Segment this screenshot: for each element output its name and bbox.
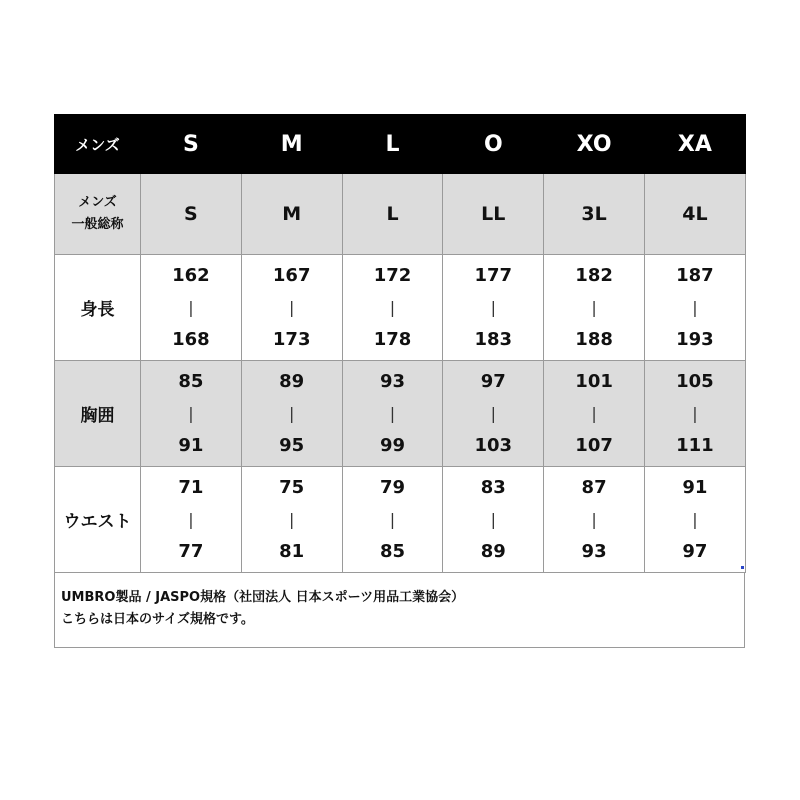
measure-label: 身長 — [55, 255, 141, 361]
general-size-cell: L — [342, 174, 443, 255]
range-from: 105 — [676, 370, 714, 392]
range-to: 188 — [575, 328, 613, 350]
range-separator: | — [591, 509, 597, 529]
range-cell — [342, 255, 443, 361]
range-to: 193 — [676, 328, 714, 350]
range-to: 85 — [379, 540, 406, 562]
range-to: 183 — [474, 328, 513, 350]
range-cell — [342, 361, 443, 467]
general-size-label — [55, 174, 141, 255]
range-cell — [644, 255, 745, 361]
corner-marker — [741, 566, 744, 569]
range-cell — [443, 255, 544, 361]
range-cell — [342, 467, 443, 573]
range-to: 97 — [682, 540, 708, 562]
range-from: 85 — [178, 370, 204, 392]
range-cell — [443, 467, 544, 573]
range-from: 162 — [172, 264, 210, 286]
range-from: 91 — [682, 476, 708, 498]
range-to: 107 — [575, 434, 613, 456]
range-to: 111 — [676, 434, 714, 456]
range-from: 87 — [581, 476, 607, 498]
range-to: 103 — [474, 434, 513, 456]
size-xa-header: XA — [644, 115, 745, 174]
size-o-header: O — [443, 115, 544, 174]
size-note — [54, 573, 745, 648]
range-from: 83 — [480, 476, 506, 498]
range-to: 77 — [178, 540, 204, 562]
general-label-line1: メンズ — [78, 195, 117, 210]
chest-row — [55, 361, 746, 467]
size-m-header: M — [241, 115, 342, 174]
header-row — [55, 115, 746, 174]
general-size-cell: M — [241, 174, 342, 255]
range-to: 89 — [480, 540, 506, 562]
note-line-2: こちらは日本のサイズ規格です。 — [61, 612, 254, 627]
range-separator: | — [692, 509, 698, 529]
general-size-cell: S — [141, 174, 242, 255]
range-to: 91 — [178, 434, 204, 456]
range-separator: | — [490, 403, 496, 423]
range-separator: | — [188, 403, 194, 423]
size-chart — [54, 114, 745, 648]
range-from: 101 — [575, 370, 613, 392]
general-size-cell: 3L — [544, 174, 645, 255]
general-label-line2: 一般総称 — [71, 217, 124, 232]
size-table — [54, 114, 746, 573]
range-separator: | — [389, 509, 396, 529]
range-separator: | — [692, 297, 698, 317]
range-from: 89 — [279, 370, 305, 392]
range-to: 81 — [279, 540, 305, 562]
range-cell — [241, 361, 342, 467]
range-separator: | — [490, 297, 496, 317]
size-s-header: S — [141, 115, 242, 174]
range-separator: | — [289, 509, 295, 529]
range-cell — [644, 361, 745, 467]
height-row — [55, 255, 746, 361]
note-line-1: UMBRO製品 / JASPO規格（社団法人 日本スポーツ用品工業協会） — [61, 590, 465, 605]
range-separator: | — [188, 509, 194, 529]
measure-label: 胸囲 — [55, 361, 141, 467]
size-l-header: L — [342, 115, 443, 174]
range-cell — [241, 467, 342, 573]
range-cell — [544, 467, 645, 573]
header-label: メンズ — [55, 115, 141, 174]
range-separator: | — [591, 297, 597, 317]
range-from: 79 — [379, 476, 406, 498]
range-from: 182 — [575, 264, 613, 286]
range-from: 71 — [178, 476, 204, 498]
range-to: 93 — [581, 540, 607, 562]
range-to: 95 — [279, 434, 305, 456]
range-separator: | — [591, 403, 597, 423]
general-size-row — [55, 174, 746, 255]
range-to: 173 — [272, 328, 311, 350]
range-cell — [241, 255, 342, 361]
range-separator: | — [389, 297, 396, 317]
size-xo-header: XO — [544, 115, 645, 174]
range-to: 178 — [373, 328, 412, 350]
range-separator: | — [692, 403, 698, 423]
measure-label: ウエスト — [55, 467, 141, 573]
range-from: 97 — [480, 370, 506, 392]
range-from: 177 — [474, 264, 513, 286]
range-from: 93 — [379, 370, 406, 392]
range-cell — [141, 255, 242, 361]
range-cell — [644, 467, 745, 573]
general-size-cell: 4L — [644, 174, 745, 255]
range-separator: | — [389, 403, 396, 423]
range-cell — [141, 361, 242, 467]
range-separator: | — [289, 297, 295, 317]
range-to: 168 — [172, 328, 210, 350]
range-separator: | — [490, 509, 496, 529]
general-size-cell: LL — [443, 174, 544, 255]
waist-row — [55, 467, 746, 573]
range-from: 167 — [272, 264, 311, 286]
range-cell — [544, 255, 645, 361]
range-separator: | — [289, 403, 295, 423]
range-from: 75 — [279, 476, 305, 498]
range-cell — [443, 361, 544, 467]
range-to: 99 — [379, 434, 406, 456]
range-from: 187 — [676, 264, 714, 286]
range-separator: | — [188, 297, 194, 317]
range-from: 172 — [373, 264, 412, 286]
range-cell — [141, 467, 242, 573]
range-cell — [544, 361, 645, 467]
